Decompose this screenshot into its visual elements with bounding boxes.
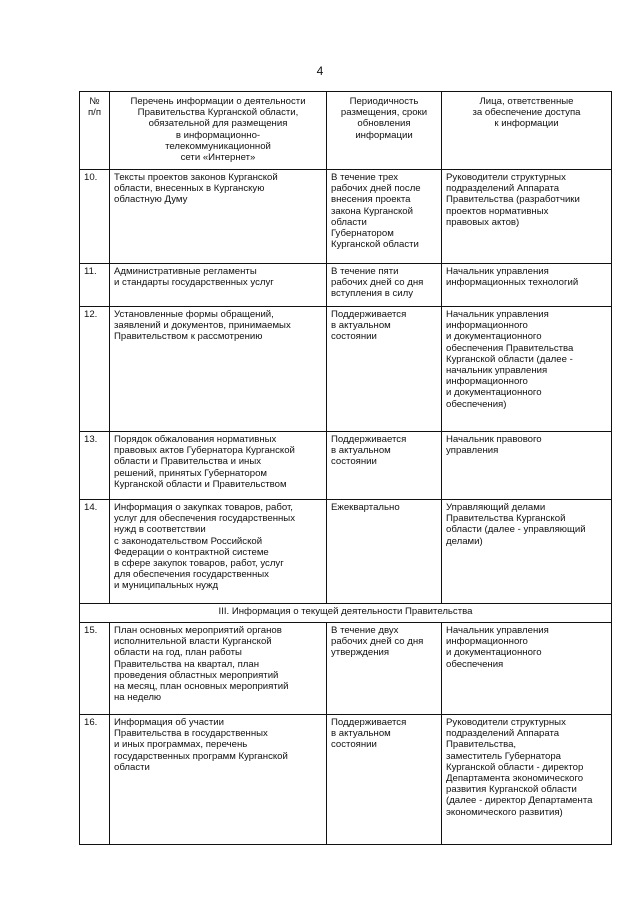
header-responsible: Лица, ответственные за обеспечение доступа к информации: [442, 92, 612, 170]
table-row: [80, 623, 612, 715]
row-number: 12.: [80, 307, 110, 432]
row-number: 11.: [80, 264, 110, 307]
row-number: 15.: [80, 623, 110, 715]
row-periodicity: В течение двух рабочих дней со дня утверждения: [327, 623, 442, 715]
row-periodicity: В течение пяти рабочих дней со дня вступления в силу: [327, 264, 442, 307]
row-number: 13.: [80, 432, 110, 500]
row-periodicity: Ежеквартально: [327, 500, 442, 604]
row-information: План основных мероприятий органов исполнительной власти Курганской области на год, план работы Правительства на квартал, план проведения областных мероприятий на месяц, план основных мероприятий на неделю: [110, 623, 327, 715]
information-table: [79, 91, 612, 845]
row-responsible: Управляющий делами Правительства Курганской области (далее - управляющий делами): [442, 500, 612, 604]
table-row: [80, 170, 612, 264]
row-number: 14.: [80, 500, 110, 604]
row-periodicity: Поддерживается в актуальном состоянии: [327, 307, 442, 432]
table-row: [80, 715, 612, 845]
row-responsible: Начальник управления информационных технологий: [442, 264, 612, 307]
row-responsible: Руководители структурных подразделений Аппарата Правительства, заместитель Губернатора Курганской области - директор Департамента экономического развития Курганской области (далее - директор Департамента экономического развития): [442, 715, 612, 845]
row-number: 16.: [80, 715, 110, 845]
section-row: [80, 604, 612, 623]
row-responsible: Начальник управления информационного и документационного обеспечения Правительства Курганской области (далее - начальник управления информационного и документационного обеспечения): [442, 307, 612, 432]
table-header-row: [80, 92, 612, 170]
row-number: 10.: [80, 170, 110, 264]
table-row: [80, 500, 612, 604]
header-periodicity: Периодичность размещения, сроки обновления информации: [327, 92, 442, 170]
row-information: Установленные формы обращений, заявлений и документов, принимаемых Правительством к рассмотрению: [110, 307, 327, 432]
row-periodicity: В течение трех рабочих дней после внесения проекта закона Курганской области Губернатором Курганской области: [327, 170, 442, 264]
row-information: Информация об участии Правительства в государственных и иных программах, перечень государственных программ Курганской области: [110, 715, 327, 845]
row-responsible: Руководители структурных подразделений Аппарата Правительства (разработчики проектов нормативных правовых актов): [442, 170, 612, 264]
header-number: № п/п: [80, 92, 110, 170]
row-periodicity: Поддерживается в актуальном состоянии: [327, 715, 442, 845]
page-number: 4: [316, 64, 324, 78]
row-responsible: Начальник правового управления: [442, 432, 612, 500]
row-information: Административные регламенты и стандарты государственных услуг: [110, 264, 327, 307]
row-information: Порядок обжалования нормативных правовых актов Губернатора Курганской области и Правительства и иных решений, принятых Губернатором Курганской области и Правительством: [110, 432, 327, 500]
table-row: [80, 264, 612, 307]
table-row: [80, 432, 612, 500]
row-information: Информация о закупках товаров, работ, услуг для обеспечения государственных нужд в соответствии с законодательством Российской Федерации о контрактной системе в сфере закупок товаров, работ, услуг для обеспечения государственных и муниципальных нужд: [110, 500, 327, 604]
row-periodicity: Поддерживается в актуальном состоянии: [327, 432, 442, 500]
row-information: Тексты проектов законов Курганской области, внесенных в Курганскую областную Думу: [110, 170, 327, 264]
row-responsible: Начальник управления информационного и документационного обеспечения: [442, 623, 612, 715]
section-heading: III. Информация о текущей деятельности Правительства: [80, 604, 612, 623]
table-row: [80, 307, 612, 432]
header-information: Перечень информации о деятельности Правительства Курганской области, обязательной для размещения в информационно- телекоммуникационной сети «Интернет»: [110, 92, 327, 170]
